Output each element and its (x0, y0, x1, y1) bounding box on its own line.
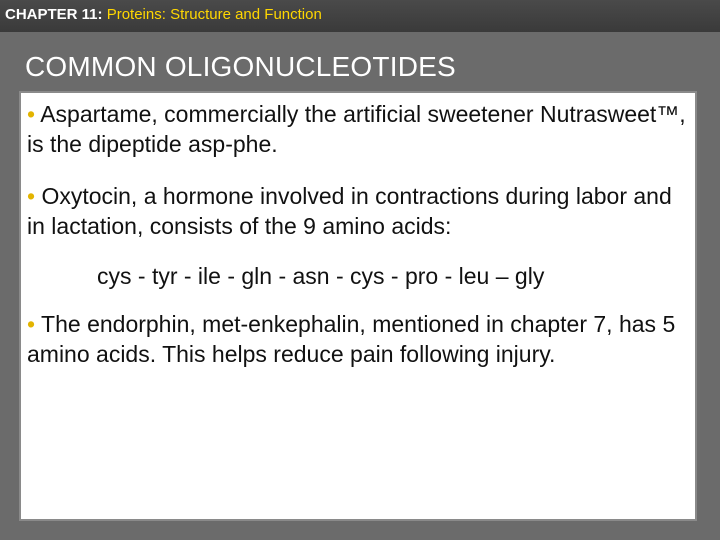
header-bar (0, 0, 720, 32)
paragraph-text: Aspartame, commercially the artificial sweetener Nutrasweet™, is the dipeptide asp-phe. (27, 101, 686, 157)
paragraph-text: Oxytocin, a hormone involved in contractions during labor and in lactation, consists of the 9 amino acids: (27, 183, 672, 239)
paragraph-text: The endorphin, met-enkephalin, mentioned in chapter 7, has 5 amino acids. This helps reduce pain following injury. (27, 311, 676, 367)
amino-acid-sequence: cys - tyr - ile - gln - asn - cys - pro - leu – gly (97, 263, 545, 289)
slide-title: COMMON OLIGONUCLEOTIDES (25, 51, 456, 82)
bullet-icon: • (27, 101, 36, 127)
chapter-heading (5, 6, 322, 24)
bullet-paragraph-endorphin (27, 309, 693, 369)
chapter-title: Proteins: Structure and Function (106, 6, 322, 23)
chapter-number: CHAPTER 11: (5, 6, 103, 23)
bullet-paragraph-oxytocin (27, 181, 693, 241)
bullet-icon: • (27, 183, 36, 209)
bullet-paragraph-aspartame (27, 99, 693, 159)
content-box (19, 91, 697, 521)
bullet-icon: • (27, 311, 36, 337)
